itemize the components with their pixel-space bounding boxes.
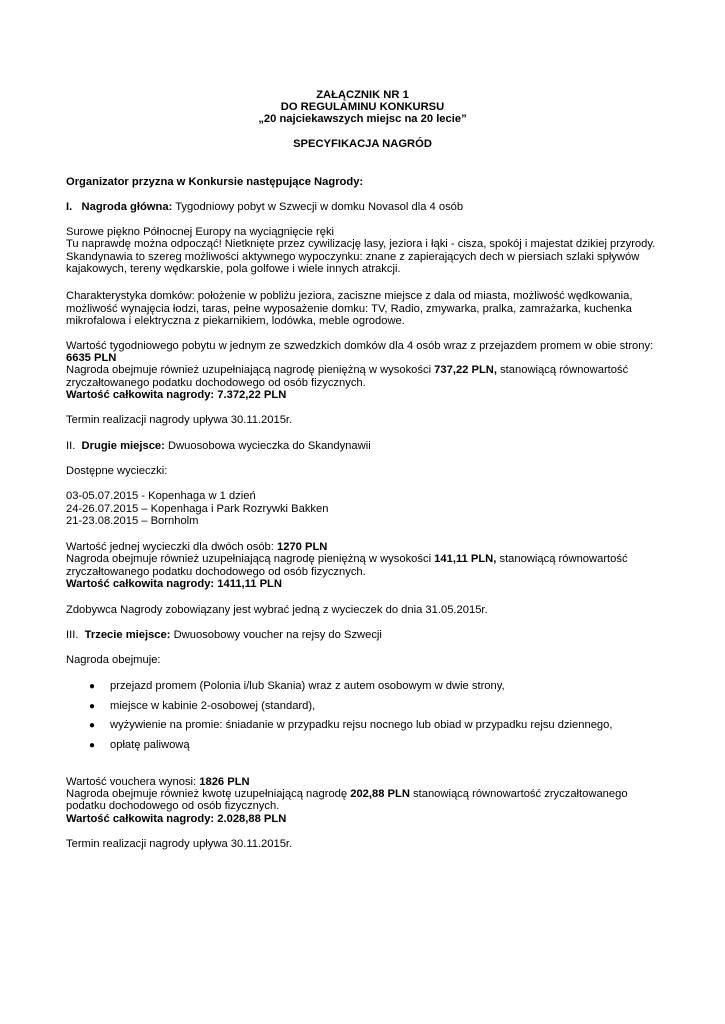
- prize2-extra-b: stanowiącą równowartość: [496, 553, 628, 565]
- prize1-p1-line: Surowe piękno Północnej Europy na wyciągnięcie ręki: [66, 226, 335, 238]
- prize3-desc: Dwuosobowy voucher na rejsy do Szwecji: [170, 629, 382, 641]
- prize1-deadline: Termin realizacji nagrody upływa 30.11.2015r.: [66, 414, 293, 426]
- prize1-p2-line: możliwość wynajęcia łodzi, taras, pełne wyposażenie domku: TV, Radio, zmywarka, pralka, zamrażarka, kuchenka: [66, 303, 632, 315]
- prize3-bullet-item: opłatę paliwową: [110, 739, 190, 751]
- prize3-total: Wartość całkowita nagrody: 2.028,88 PLN: [66, 813, 287, 825]
- prize3-value-line: [66, 776, 250, 789]
- prize2-trip: 21-23.08.2015 – Bornholm: [66, 515, 199, 527]
- prize3-deadline: Termin realizacji nagrody upływa 30.11.2015r.: [66, 838, 293, 850]
- prize2-trips-title: Dostępne wycieczki:: [66, 465, 168, 477]
- bullet-icon: ●: [89, 740, 96, 751]
- prize2-extra-a: Nagroda obejmuje również uzupełniającą nagrodę pieniężną w wysokości: [66, 553, 435, 565]
- prize3-extra-amount: 202,88 PLN: [350, 788, 410, 800]
- prize2-value-line: [66, 541, 327, 554]
- prize3-bullet-item: miejsce w kabinie 2-osobowej (standard),: [110, 700, 316, 712]
- prize1-heading: [66, 201, 463, 214]
- header-line-1: ZAŁĄCZNIK NR 1: [316, 89, 409, 101]
- prize1-value: 6635 PLN: [66, 352, 117, 364]
- prize2-number: II.: [66, 440, 76, 452]
- intro-text: Organizator przyzna w Konkursie następujące Nagrody:: [66, 176, 364, 188]
- prize3-includes-title: Nagroda obejmuje:: [66, 654, 161, 666]
- prize1-extra-amount: 737,22 PLN,: [434, 364, 497, 376]
- prize2-total: Wartość całkowita nagrody: 1411,11 PLN: [66, 578, 282, 590]
- prize1-p1-line: kajakowych, tereny wędkarskie, pola golfowe i wiele innych atrakcji.: [66, 263, 401, 275]
- prize3-value: 1826 PLN: [199, 776, 250, 788]
- prize2-extra: [66, 553, 628, 566]
- prize3-extra-b: stanowiącą równowartość zryczałtowanego: [409, 788, 628, 800]
- bullet-icon: ●: [89, 681, 96, 692]
- prize3-extra: [66, 788, 628, 801]
- bullet-icon: ●: [89, 701, 96, 712]
- document-title: SPECYFIKACJA NAGRÓD: [293, 138, 432, 150]
- prize2-note: Zdobywca Nagrody zobowiązany jest wybrać jedną z wycieczek do dnia 31.05.2015r.: [66, 604, 488, 616]
- prize2-label: Drugie miejsce:: [81, 440, 165, 452]
- prize2-extra-amount: 141,11 PLN,: [434, 553, 497, 565]
- prize2-value-label: Wartość jednej wycieczki dla dwóch osób:: [66, 541, 277, 553]
- prize3-extra-a: Nagroda obejmuje również kwotę uzupełniającą nagrodę: [66, 788, 351, 800]
- prize1-p1-line: Skandynawia to szereg możliwości aktywnego wypoczynku: znane z zapierających dech w piersiach szlaki spływów: [66, 251, 640, 263]
- header-line-2: DO REGULAMINU KONKURSU: [280, 101, 445, 113]
- prize1-total: Wartość całkowita nagrody: 7.372,22 PLN: [66, 389, 287, 401]
- prize3-heading: [66, 629, 382, 642]
- prize2-extra-c: zryczałtowanego podatku dochodowego od osób fizycznych.: [66, 566, 366, 578]
- prize3-number: III.: [66, 629, 79, 641]
- prize1-extra-b: stanowiącą równowartość: [496, 364, 629, 376]
- prize3-extra-c: podatku dochodowego od osób fizycznych.: [66, 800, 280, 812]
- prize1-p1-line: Tu naprawdę można odpocząć! Nietknięte przez cywilizację lasy, jeziora i łąki - cisza, spokój i majestat dzikiej przyrody.: [66, 238, 656, 250]
- prize2-trip: 24-26.07.2015 – Kopenhaga i Park Rozrywki Bakken: [66, 503, 329, 515]
- prize1-p2-line: mikrofalowa i elektryczna z piekarnikiem, lodówka, meble ogrodowe.: [66, 315, 405, 327]
- prize1-label: Nagroda główna:: [81, 201, 173, 213]
- prize1-extra-a: Nagroda obejmuje również uzupełniającą nagrodę pieniężną w wysokości: [66, 364, 435, 376]
- prize1-extra-c: zryczałtowanego podatku dochodowego od osób fizycznych.: [66, 377, 366, 389]
- prize1-extra: [66, 364, 628, 377]
- prize2-trip: 03-05.07.2015 - Kopenhaga w 1 dzień: [66, 490, 256, 502]
- prize3-bullet-item: przejazd promem (Polonia i/lub Skania) wraz z autem osobowym w dwie strony,: [110, 680, 505, 692]
- prize1-p2-line: Charakterystyka domków: położenie w pobliżu jeziora, zaciszne miejsce z dala od miasta, możliwość wędkowania,: [66, 290, 633, 302]
- prize3-bullet-item: wyżywienie na promie: śniadanie w przypadku rejsu nocnego lub obiad w przypadku rejsu dziennego,: [110, 719, 613, 731]
- prize1-value-line: Wartość tygodniowego pobytu w jednym ze szwedzkich domków dla 4 osób wraz z przejazdem promem w obie strony:: [66, 340, 654, 352]
- prize1-desc: Tygodniowy pobyt w Szwecji w domku Novasol dla 4 osób: [172, 201, 464, 213]
- prize2-heading: [66, 440, 371, 453]
- prize3-value-label: Wartość vouchera wynosi:: [66, 776, 200, 788]
- prize2-value: 1270 PLN: [277, 541, 328, 553]
- prize3-label: Trzecie miejsce:: [84, 629, 171, 641]
- bullet-icon: ●: [89, 720, 96, 731]
- prize1-number: I.: [66, 201, 73, 213]
- header-line-3: „20 najciekawszych miejsc na 20 lecie”: [258, 113, 467, 125]
- prize2-desc: Dwuosobowa wycieczka do Skandynawii: [164, 440, 371, 452]
